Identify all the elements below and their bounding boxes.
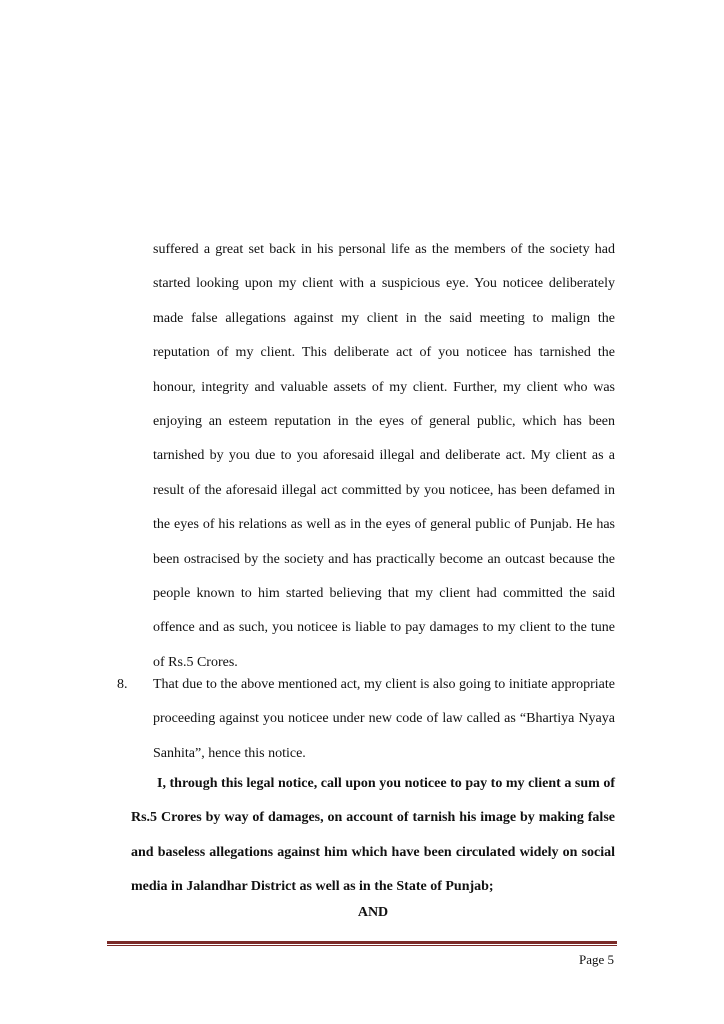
demand-paragraph: I, through this legal notice, call upon you noticee to pay to my client a sum of Rs.5 Crores by way of damages, on account of tarnish his image by making false and baseless allegations against him which have been circulated widely on social media in Jalandhar District as well as in the State of Punjab; <box>131 776 615 895</box>
item-number-8: 8. <box>117 677 128 692</box>
conjunction-and: AND <box>357 905 389 920</box>
page-number: Page 5 <box>578 952 614 967</box>
footer-rule-thin <box>107 945 617 946</box>
continued-paragraph: suffered a great set back in his personal life as the members of the society had started looking upon my client with a suspicious eye. You noticee deliberately made false allegations against my client in the said meeting to malign the reputation of my client. This deliberate act of you noticee has tarnished the honour, integrity and valuable assets of my client. Further, my client who was enjoying an esteem reputation in the eyes of general public, which has been tarnished by you due to you aforesaid illegal and deliberate act. My client as a result of the aforesaid illegal act committed by you noticee, has been defamed in the eyes of his relations as well as in the eyes of general public of Punjab. He has been ostracised by the society and has practically become an outcast because the people known to him started believing that my client had committed the said offence and as such, you noticee is liable to pay damages to my client to the tune of Rs.5 Crores. <box>153 242 615 670</box>
footer-rule <box>107 941 617 944</box>
item-8-paragraph: That due to the above mentioned act, my client is also going to initiate appropriate proceeding against you noticee under new code of law called as “Bhartiya Nyaya Sanhita”, hence this notice. <box>153 677 615 761</box>
